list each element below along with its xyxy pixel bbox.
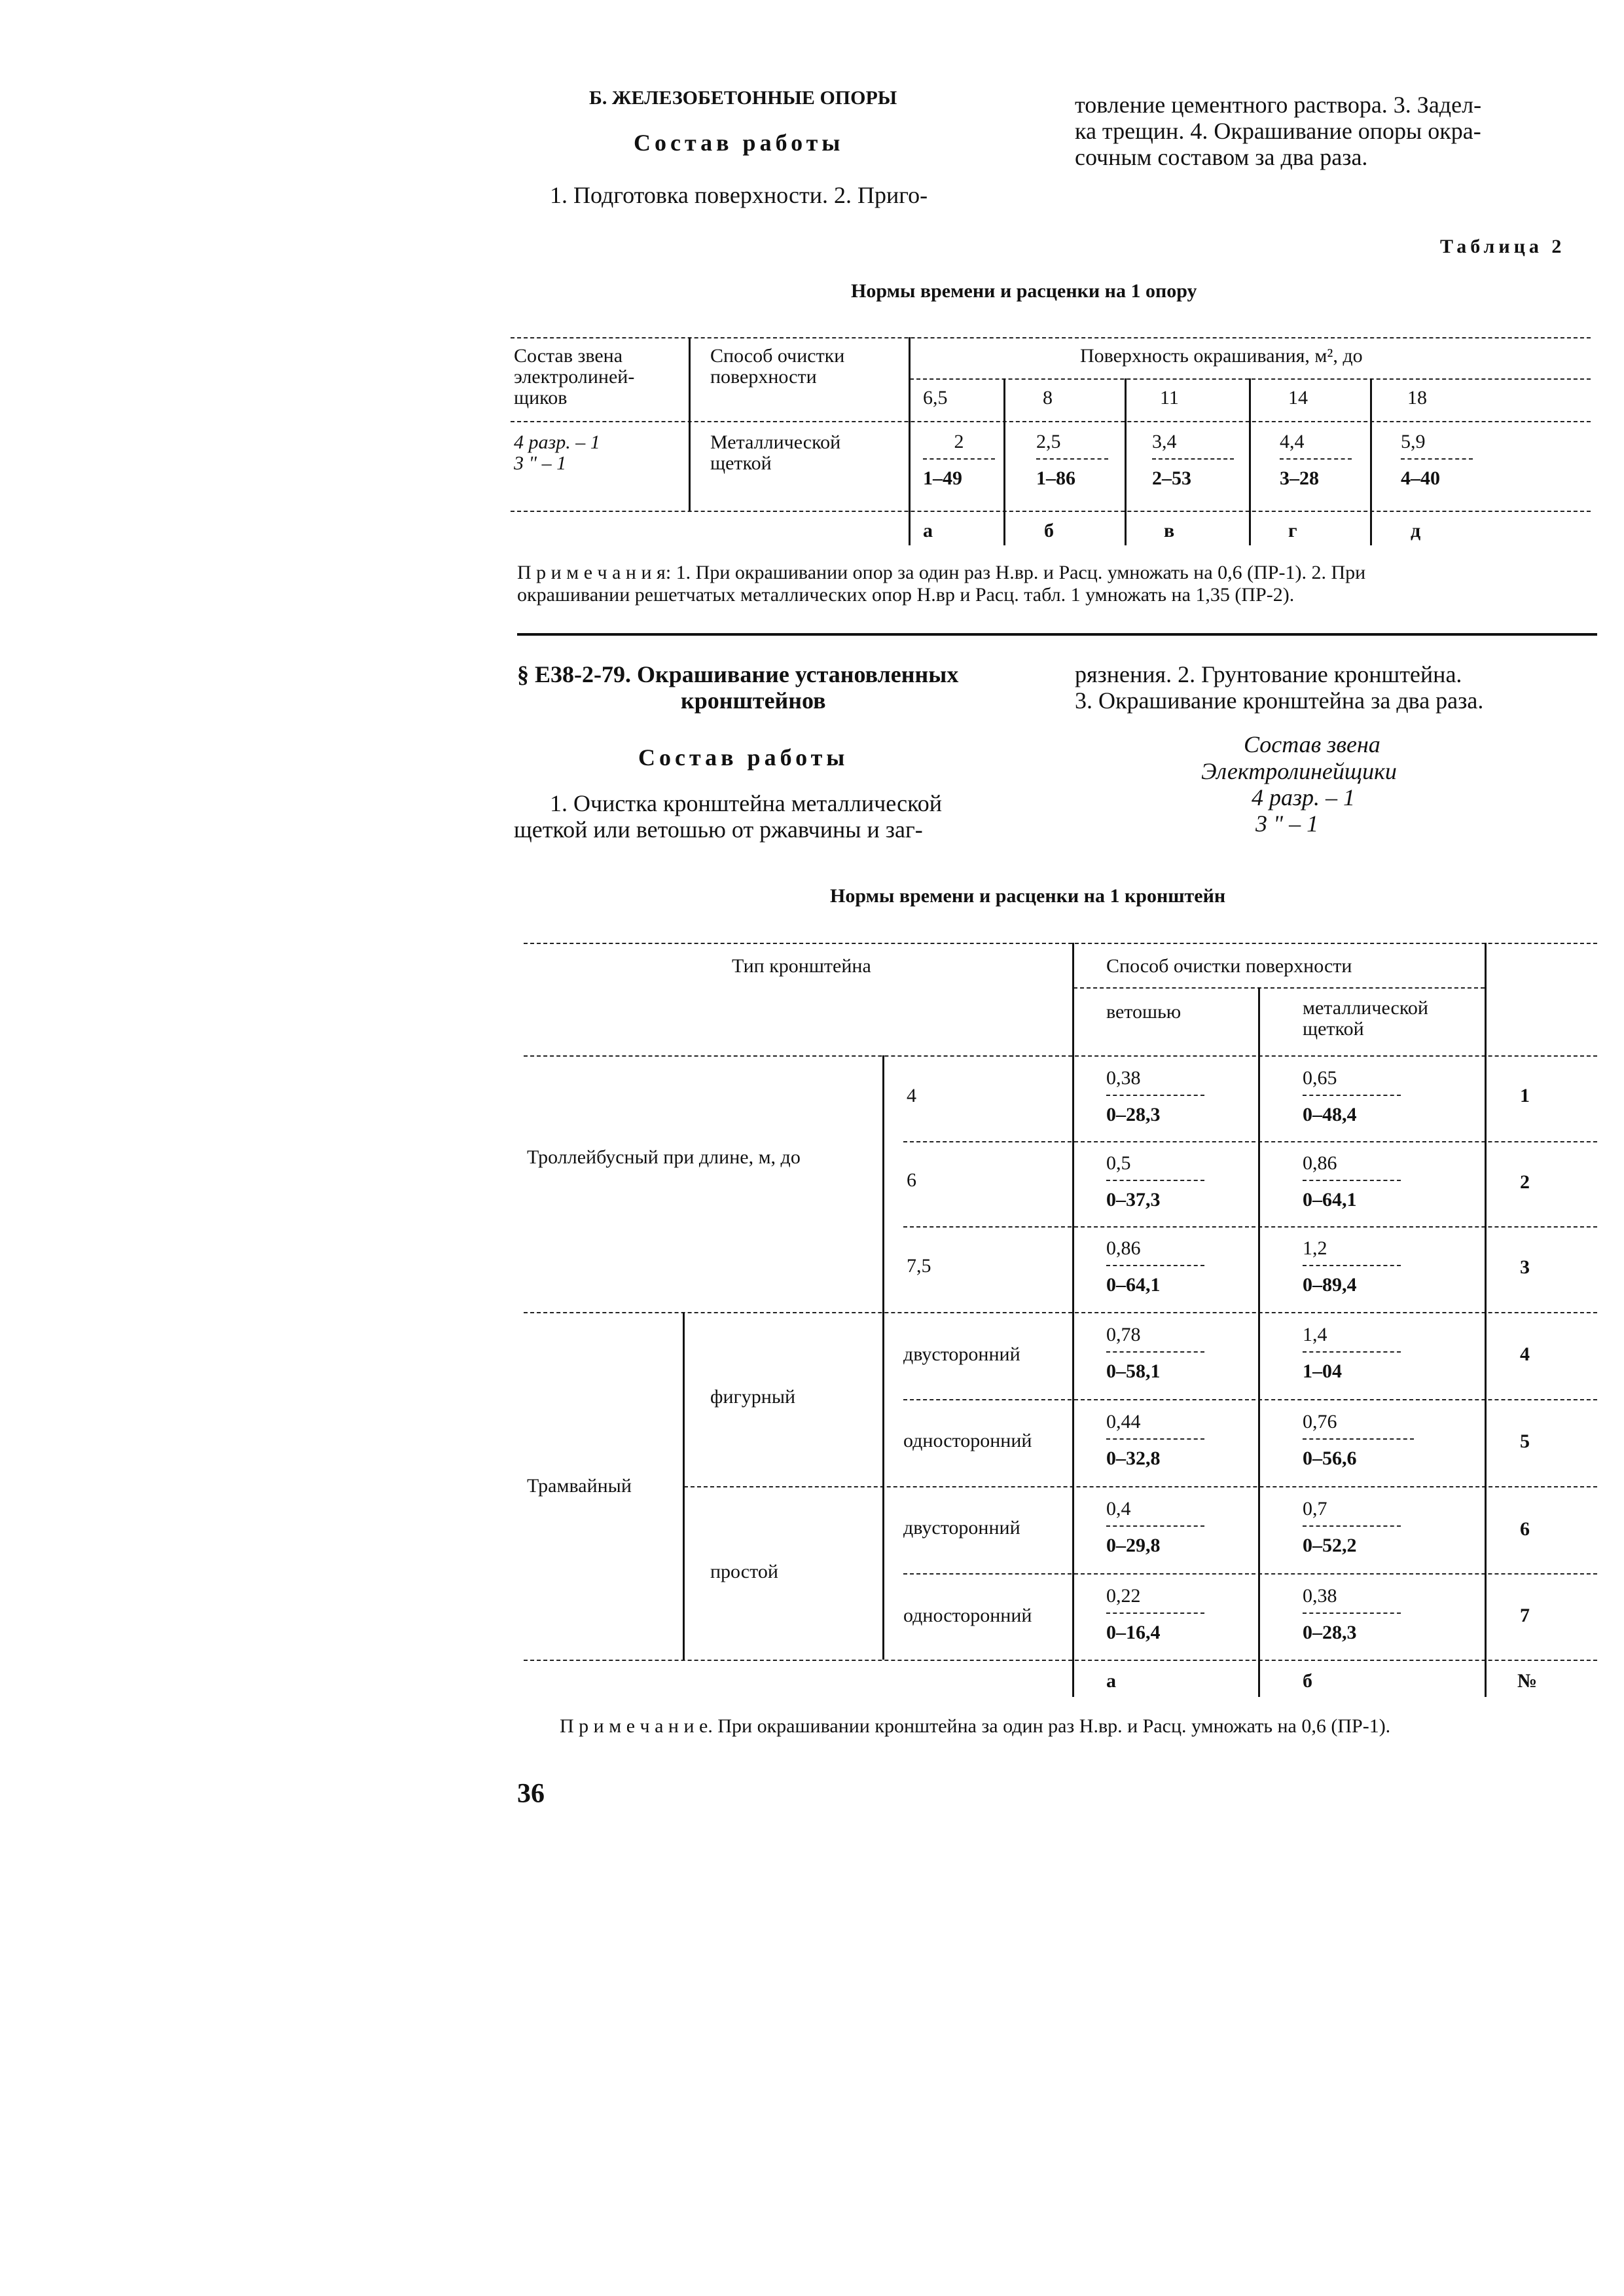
t3-brush-value: $\frac{1,4}{1-04}$ (1303, 1325, 1401, 1381)
t3-rag-value: $\frac{0,4}{0-29,8}$ (1106, 1499, 1204, 1556)
t3-brush-value: $\frac{0,76}{0-56,6}$ (1303, 1412, 1414, 1468)
section79-title-1: § Е38-2-79. Окрашивание установленных (517, 661, 959, 687)
t3-brush-value: $\frac{0,65}{0-48,4}$ (1303, 1068, 1401, 1125)
t2-method-1: Металлической (710, 431, 841, 453)
t2-norm-rate: $\frac{2,5}{1-86}$ (1036, 432, 1108, 488)
t3-brush-value: $\frac{0,7}{0-52,2}$ (1303, 1499, 1401, 1556)
t2-crew-2: 3 " – 1 (514, 452, 567, 474)
section-divider (517, 633, 1597, 636)
t2-size: 14 (1288, 387, 1308, 409)
top-right-line-3: сочным составом за два раза. (1075, 144, 1368, 170)
t2-norm-rate: $\frac{5,9}{4-40}$ (1401, 432, 1473, 488)
table2-caption: Нормы времени и расценки на 1 опору (851, 280, 1197, 302)
page-number: 36 (517, 1779, 545, 1809)
crew-title: Состав звена (1244, 731, 1380, 757)
section79-left-2: щеткой или ветошью от ржавчины и заг- (514, 816, 923, 843)
t3-tram-label: Трамвайный (527, 1475, 632, 1497)
t2-header-surface: Поверхность окрашивания, м², до (1080, 345, 1363, 367)
t3-row-sub: 7,5 (907, 1255, 931, 1277)
t3-row-num: 4 (1520, 1343, 1530, 1365)
t2-size: 8 (1043, 387, 1053, 409)
t2-method-2: щеткой (710, 452, 772, 474)
t3-row-num: 6 (1520, 1518, 1530, 1540)
table3-note: П р и м е ч а н и е. При окрашивании кронштейна за один раз Н.вр. и Расц. умножать на 0,6 (ПР-1). (560, 1715, 1391, 1737)
t3-row-num: 2 (1520, 1171, 1530, 1193)
t3-col-a: а (1106, 1670, 1116, 1692)
crew-grade-1: 4 разр. – 1 (1252, 784, 1356, 811)
t3-header-rag: ветошью (1106, 1001, 1182, 1023)
t2-size: 18 (1407, 387, 1427, 409)
t3-rag-value: $\frac{0,22}{0-16,4}$ (1106, 1586, 1204, 1643)
t2-norm-rate: $\frac{3,4}{2-53}$ (1152, 432, 1234, 488)
t3-rag-value: $\frac{0,86}{0-64,1}$ (1106, 1239, 1204, 1295)
sostav-title-top: Состав работы (634, 130, 844, 156)
top-right-line-2: ка трещин. 4. Окрашивание опоры окра- (1075, 118, 1481, 144)
t2-col-letter: б (1044, 520, 1054, 541)
crew-grade-2: 3 " – 1 (1255, 811, 1319, 837)
t2-header-crew-3: щиков (514, 387, 568, 409)
t3-col-num: № (1517, 1670, 1538, 1692)
crew-role: Электролинейщики (1201, 758, 1397, 784)
t3-rag-value: $\frac{0,38}{0-28,3}$ (1106, 1068, 1204, 1125)
t3-row-sub: односторонний (903, 1605, 1032, 1626)
section79-right-1: рязнения. 2. Грунтование кронштейна. (1075, 661, 1462, 687)
table2-note-1: П р и м е ч а н и я: 1. При окрашивании опор за один раз Н.вр. и Расц. умножать на 0,6 (ПР-1). 2. При (517, 562, 1366, 583)
t2-crew-1: 4 разр. – 1 (514, 431, 600, 453)
t3-row-num: 5 (1520, 1430, 1530, 1452)
t3-rag-value: $\frac{0,44}{0-32,8}$ (1106, 1412, 1204, 1468)
top-right-line-1: товление цементного раствора. 3. Задел- (1075, 92, 1482, 118)
t3-header-method: Способ очистки поверхности (1106, 955, 1352, 977)
t2-header-method-2: поверхности (710, 366, 817, 388)
t3-rag-value: $\frac{0,78}{0-58,1}$ (1106, 1325, 1204, 1381)
t3-brush-value: $\frac{0,38}{0-28,3}$ (1303, 1586, 1401, 1643)
t2-norm-rate: $\frac{2}{1-49}$ (923, 432, 995, 488)
t3-trolley-label: Троллейбусный при длине, м, до (527, 1146, 801, 1168)
t3-simple-label: простой (710, 1561, 778, 1582)
t3-row-sub: 4 (907, 1085, 916, 1106)
t2-size: 6,5 (923, 387, 948, 409)
t2-header-crew-1: Состав звена (514, 345, 623, 367)
top-left-text: 1. Подготовка поверхности. 2. Приго- (550, 182, 928, 208)
t3-row-num: 1 (1520, 1085, 1530, 1106)
sostav-title-79: Состав работы (638, 744, 849, 771)
t2-col-letter: г (1288, 520, 1297, 541)
t2-col-letter: а (923, 520, 933, 541)
t3-row-sub: двусторонний (903, 1517, 1020, 1539)
section79-right-2: 3. Окрашивание кронштейна за два раза. (1075, 687, 1484, 714)
t2-col-letter: д (1411, 520, 1421, 541)
t3-brush-value: $\frac{0,86}{0-64,1}$ (1303, 1154, 1401, 1210)
t3-col-b: б (1303, 1670, 1312, 1692)
table3-caption: Нормы времени и расценки на 1 кронштейн (830, 885, 1226, 907)
t2-header-method-1: Способ очистки (710, 345, 845, 367)
t3-brush-value: $\frac{1,2}{0-89,4}$ (1303, 1239, 1401, 1295)
t3-figured-label: фигурный (710, 1386, 796, 1408)
t2-col-letter: в (1164, 520, 1175, 541)
t2-norm-rate: $\frac{4,4}{3-28}$ (1280, 432, 1352, 488)
t3-row-sub: двусторонний (903, 1343, 1020, 1365)
t2-size: 11 (1160, 387, 1179, 409)
t3-row-sub: односторонний (903, 1430, 1032, 1451)
t3-header-brush-1: металлической (1303, 997, 1428, 1019)
section79-left-1: 1. Очистка кронштейна металлической (550, 790, 943, 816)
t3-header-brush-2: щеткой (1303, 1018, 1364, 1040)
t3-rag-value: $\frac{0,5}{0-37,3}$ (1106, 1154, 1204, 1210)
t3-header-type: Тип кронштейна (732, 955, 871, 977)
t2-header-crew-2: электролиней- (514, 366, 635, 388)
table-label: Таблица 2 (1440, 236, 1566, 257)
table2-note-2: окрашивании решетчатых металлических опор Н.вр и Расц. табл. 1 умножать на 1,35 (ПР-2). (517, 584, 1295, 606)
t3-row-num: 7 (1520, 1605, 1530, 1626)
section79-title-2: кронштейнов (681, 687, 826, 714)
section-heading: Б. ЖЕЛЕЗОБЕТОННЫЕ ОПОРЫ (589, 87, 897, 109)
t3-row-num: 3 (1520, 1256, 1530, 1278)
t3-row-sub: 6 (907, 1169, 916, 1191)
